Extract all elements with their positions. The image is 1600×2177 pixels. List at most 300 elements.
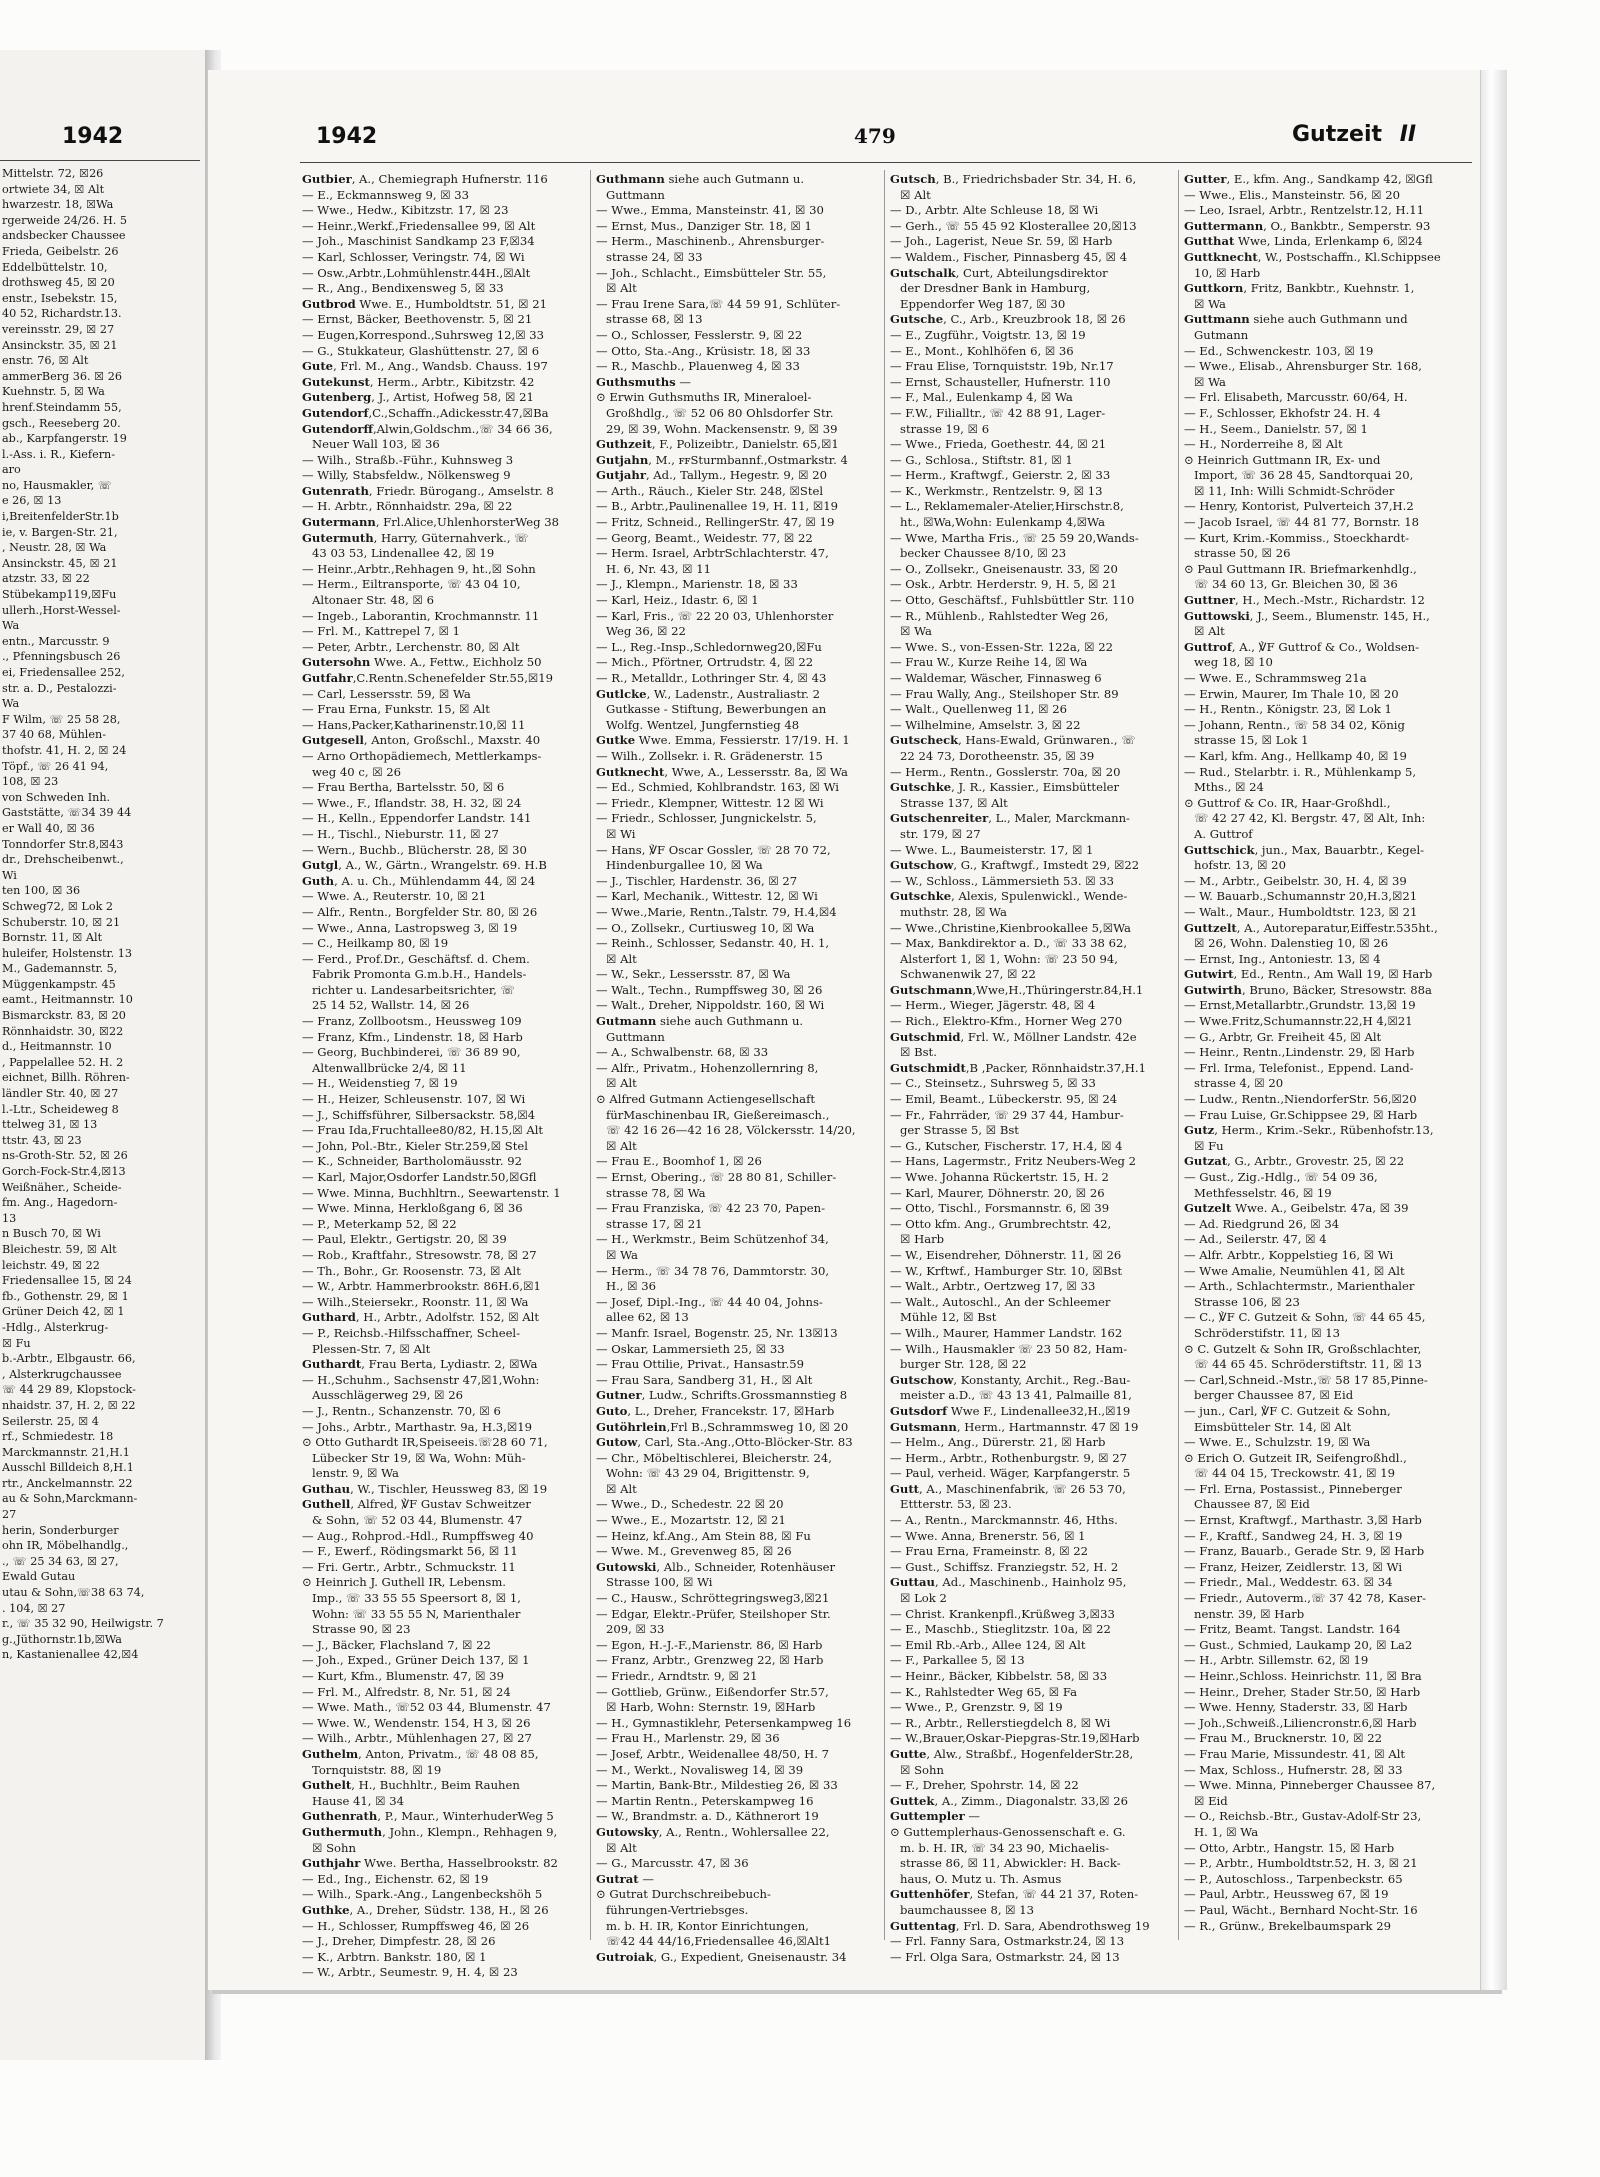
directory-entry-line: Alsterfort 1, ☒ 1, Wohn: ☏ 23 50 94, — [900, 951, 1118, 966]
left-fragment-line: ländler Str. 40, ☒ 27 — [2, 1087, 119, 1101]
directory-entry-line: — Wwe. W., Wendenstr. 154, H 3, ☒ 26 — [302, 1715, 531, 1730]
directory-entry-line: — Otto, Arbtr., Hangstr. 15, ☒ Harb — [1184, 1840, 1395, 1855]
directory-entry-line: str. 179, ☒ 27 — [900, 826, 981, 841]
directory-entry-head: Gutwirt, Ed., Rentn., Am Wall 19, ☒ Harb — [1184, 967, 1433, 982]
directory-entry-line: — Franz, Zollbootsm., Heussweg 109 — [302, 1014, 522, 1029]
directory-entry-line: — R., Maschb., Plauenweg 4, ☒ 33 — [596, 359, 800, 374]
directory-entry-line: — Willy, Stabsfeldw., Nölkensweg 9 — [302, 468, 511, 483]
directory-entry-line: — Wwe. Johanna Rückertstr. 15, H. 2 — [890, 1170, 1109, 1184]
left-fragment-line: dr., Drehscheibenwt., — [2, 853, 124, 867]
directory-entry-line: — P., Reichsb.-Hilfsschaffner, Scheel- — [302, 1325, 521, 1340]
directory-entry-line: allee 62, ☒ 13 — [606, 1310, 689, 1325]
directory-entry-line: — K., Werkmstr., Rentzelstr. 9, ☒ 13 — [890, 483, 1103, 498]
left-fragment-line: l.-Ltr., Scheideweg 8 — [2, 1102, 119, 1116]
directory-entry-head: Guttau, Ad., Maschinenb., Hainholz 95, — [890, 1575, 1127, 1590]
directory-entry-line: — Ferd., Prof.Dr., Geschäftsf. d. Chem. — [302, 951, 530, 966]
directory-entry-line: — Herm., Maschinenb., Ahrensburger- — [596, 234, 825, 249]
directory-entry-head: Guth, A. u. Ch., Mühlendamm 44, ☒ 24 — [302, 873, 536, 888]
directory-entry-line: — Wwe.,Marie, Rentn.,Talstr. 79, H.4,☒4 — [596, 904, 837, 919]
left-fragment-line: thofstr. 41, H. 2, ☒ 24 — [2, 743, 127, 757]
directory-entry-line: 22 24 73, Dorotheenstr. 35, ☒ 39 — [900, 748, 1095, 763]
directory-entry-line: — E., Zugführ., Voigtstr. 13, ☒ 19 — [890, 327, 1086, 342]
directory-entry-head: Guthmann siehe auch Gutmann u. — [596, 172, 805, 186]
directory-entry-line: — Karl, Heiz., Idastr. 6, ☒ 1 — [596, 593, 759, 608]
directory-entry-line: — Wwe. Minna, Buchhltrn., Seewartenstr. 1 — [302, 1185, 561, 1200]
directory-entry-line: — H., Gymnastiklehr, Petersenkampweg 16 — [596, 1715, 852, 1730]
directory-entry-head: Gutzelt Wwe. A., Geibelstr. 47a, ☒ 39 — [1184, 1201, 1409, 1216]
directory-entry-line: ☏ 44 04 15, Treckowstr. 41, ☒ 19 — [1194, 1466, 1395, 1481]
directory-entry-line: — C., ℣F C. Gutzeit & Sohn, ☏ 44 65 45, — [1184, 1310, 1426, 1325]
directory-entry-line: ☏ 42 27 42, Kl. Bergstr. 47, ☒ Alt, Inh: — [1194, 811, 1426, 826]
directory-entry-line: ⊙ C. Gutzelt & Sohn IR, Großschlachter, — [1184, 1341, 1422, 1356]
directory-entry-line: — Joh., Schlacht., Eimsbütteler Str. 55, — [596, 265, 827, 280]
directory-entry-line: — Rich., Elektro-Kfm., Horner Weg 270 — [890, 1014, 1123, 1029]
directory-entry-line: — Jacob Israel, ☏ 44 81 77, Bornstr. 18 — [1184, 515, 1420, 530]
directory-entry-line: ☒ Alt — [606, 1138, 637, 1153]
directory-entry-line: — Josef, Dipl.-Ing., ☏ 44 40 04, Johns- — [596, 1294, 823, 1309]
directory-entry-line: — Christ. Krankenpfl.,Krüßweg 3,☒33 — [890, 1606, 1115, 1621]
directory-entry-line: — Gust., Schiffsz. Franziegstr. 52, H. 2 — [890, 1559, 1119, 1574]
directory-entry-line: — Heinr.,Werkf.,Friedensallee 99, ☒ Alt — [302, 218, 536, 233]
directory-entry-line: — Joh.,Schweiß.,Liliencronstr.6,☒ Harb — [1184, 1715, 1417, 1730]
directory-entry-line: ⊙ Alfred Gutmann Actiengesellschaft — [596, 1092, 816, 1107]
directory-entry-line: — Karl, Mechanik., Wittestr. 12, ☒ Wi — [596, 889, 818, 904]
directory-entry-line: ☏ 42 16 26—42 16 28, Völckersstr. 14/20, — [606, 1123, 856, 1138]
directory-entry-head: Guthenrath, P., Maur., WinterhuderWeg 5 — [302, 1809, 554, 1824]
directory-entry-line: — Walt., Techn., Rumpffsweg 30, ☒ 26 — [596, 982, 823, 997]
directory-entry-line: — Frau M., Brucknerstr. 10, ☒ 22 — [1184, 1731, 1382, 1746]
directory-entry-head: Guttermann, O., Bankbtr., Semperstr. 93 — [1184, 218, 1431, 233]
left-fragment-line: , Alsterkrugchaussee — [2, 1367, 122, 1381]
left-fragment-line: ohn IR, Möbelhandlg., — [2, 1539, 129, 1553]
directory-entry-line: & Sohn, ☏ 52 03 44, Blumenstr. 47 — [312, 1513, 523, 1528]
left-fragment-line: ns-Groth-Str. 52, ☒ 26 — [2, 1149, 128, 1163]
directory-entry-head: Gutner, Ludw., Schrifts.Grossmannstieg 8 — [596, 1388, 848, 1403]
directory-entry-line: — W.,Brauer,Oskar-Piepgras-Str.19,☒Harb — [890, 1731, 1140, 1746]
directory-entry-line: ☒ Alt — [900, 187, 931, 202]
directory-entry-line: — G., Kutscher, Fischerstr. 17, H.4, ☒ 4 — [890, 1138, 1123, 1153]
directory-entry-line: — H., Heizer, Schleusenstr. 107, ☒ Wi — [302, 1092, 526, 1107]
directory-entry-line: Ettterstr. 53, ☒ 23. — [900, 1497, 1012, 1512]
directory-entry-line: ⊙ Otto Guthardt IR,Speiseeis.☏28 60 71, — [302, 1435, 548, 1450]
directory-entry-head: Gutenrath, Friedr. Bürogang., Amselstr. 8 — [302, 483, 554, 498]
left-fragment-line: Wa — [2, 697, 20, 711]
directory-entry-line: — Wwe. E., Schulzstr. 19, ☒ Wa — [1184, 1435, 1371, 1450]
directory-entry-head: Gutschmid, Frl. W., Möllner Landstr. 42e — [890, 1029, 1137, 1044]
directory-entry-line: baumchaussee 8, ☒ 13 — [900, 1902, 1035, 1917]
directory-entry-head: Guttek, A., Zimm., Diagonalstr. 33,☒ 26 — [890, 1793, 1128, 1808]
left-fragment-line: g.,Jüthornstr.1b,☒Wa — [2, 1632, 122, 1646]
directory-entry-line: — Wwe., Anna, Lastropsweg 3, ☒ 19 — [302, 920, 518, 935]
directory-entry-line: ☒ Alt — [606, 281, 637, 296]
left-fragment-line: ., Pfenningsbusch 26 — [2, 650, 121, 664]
directory-entry-line: — Wwe., Elisab., Ahrensburger Str. 168, — [1184, 359, 1422, 374]
directory-entry-line: — Wwe, Martha Fris., ☏ 25 59 20,Wands- — [890, 530, 1139, 545]
directory-entry-line: — Paul, Arbtr., Heussweg 67, ☒ 19 — [1184, 1887, 1389, 1902]
directory-entry-line: — Frau H., Marlenstr. 29, ☒ 36 — [596, 1731, 780, 1746]
directory-entry-line: ☒ Wa — [606, 1247, 638, 1262]
left-fragment-line: Ausschl Billdeich 8,H.1 — [2, 1461, 134, 1475]
left-fragment-line: nhaidstr. 37, H. 2, ☒ 22 — [2, 1398, 136, 1412]
directory-entry-line: — Frau Irene Sara,☏ 44 59 91, Schlüter- — [596, 296, 841, 311]
directory-entry-line: burger Str. 128, ☒ 22 — [900, 1357, 1027, 1372]
directory-entry-line: — Reinh., Schlosser, Sedanstr. 40, H. 1, — [596, 936, 830, 951]
directory-entry-line: berger Chaussee 87, ☒ Eid — [1194, 1388, 1354, 1403]
directory-entry-line: ☒ Harb, Wohn: Sternstr. 19, ☒Harb — [606, 1700, 816, 1715]
directory-entry-head: Gutke Wwe. Emma, Fessierstr. 17/19. H. 1 — [596, 733, 850, 748]
directory-entry-line: m. b. H. IR, Kontor Einrichtungen, — [606, 1918, 809, 1933]
directory-entry-head: Gutter, E., kfm. Ang., Sandkamp 42, ☒Gfl — [1184, 172, 1433, 186]
directory-entry-line: — John, Pol.-Btr., Kieler Str.259,☒ Stel — [302, 1138, 528, 1153]
directory-entry-line: — Heinr.,Arbtr.,Rehhagen 9, ht.,☒ Sohn — [302, 561, 536, 576]
directory-entry-line: Hindenburgallee 10, ☒ Wa — [606, 858, 763, 873]
directory-entry-line: Strasse 100, ☒ Wi — [606, 1575, 713, 1590]
directory-entry-line: strasse 4, ☒ 20 — [1194, 1076, 1284, 1091]
left-fragment-line: leichstr. 49, ☒ 22 — [2, 1258, 100, 1272]
header-rule — [300, 162, 1472, 163]
directory-entry-head: Guttkorn, Fritz, Bankbtr., Kuehnstr. 1, — [1184, 281, 1415, 296]
directory-entry-line: — H., Norderreihe 8, ☒ Alt — [1184, 437, 1343, 452]
directory-entry-line: strasse 24, ☒ 33 — [606, 249, 703, 264]
directory-entry-head: Guttentag, Frl. D. Sara, Abendrothsweg 19 — [890, 1918, 1150, 1933]
left-fragment-line: ., ☏ 25 34 63, ☒ 27, — [2, 1554, 119, 1568]
left-page-year: 1942 — [62, 124, 124, 149]
directory-entry-line: — Paul, Wächt., Bernhard Nocht-Str. 16 — [1184, 1902, 1418, 1917]
directory-entry-line: strasse 50, ☒ 26 — [1194, 546, 1291, 561]
directory-entry-head: Gutschke, Alexis, Spulenwickl., Wende- — [890, 889, 1128, 904]
directory-entry-line: — W., Brandmstr. a. D., Käthnerort 19 — [596, 1809, 819, 1824]
directory-entry-head: Guttner, H., Mech.-Mstr., Richardstr. 12 — [1184, 593, 1425, 608]
directory-entry-line: — J., Schiffsführer, Silbersackstr. 58,☒4 — [302, 1107, 536, 1122]
left-fragment-line: atzstr. 33, ☒ 22 — [2, 572, 90, 586]
directory-entry-line: — R., Arbtr., Rellerstiegdelch 8, ☒ Wi — [890, 1715, 1111, 1730]
directory-entry-line: — Josef, Arbtr., Weidenallee 48/50, H. 7 — [596, 1746, 829, 1761]
directory-entry-line: ☒ Eid — [1194, 1793, 1228, 1808]
directory-entry-line: m. b. H. IR, ☏ 34 23 90, Michaelis- — [900, 1840, 1110, 1855]
directory-entry-head: Gutjahr, Ad., Tallym., Hegestr. 9, ☒ 20 — [596, 468, 827, 483]
directory-entry-head: Gutrat — — [596, 1871, 654, 1886]
directory-entry-line: — F., Mal., Eulenkamp 4, ☒ Wa — [890, 390, 1073, 405]
left-fragment-line: drothsweg 45, ☒ 20 — [2, 276, 115, 290]
left-fragment-line: Gaststätte, ☏34 39 44 — [2, 806, 132, 820]
directory-entry-line: — Ad. Riedgrund 26, ☒ 34 — [1184, 1216, 1340, 1231]
directory-entry-line: — H., Schlosser, Rumpffsweg 46, ☒ 26 — [302, 1918, 530, 1933]
directory-entry-line: — Wwe., Emma, Mansteinstr. 41, ☒ 30 — [596, 203, 824, 218]
directory-entry-line: Schröderstifstr. 11, ☒ 13 — [1194, 1325, 1341, 1340]
left-fragment-line: 40 52, Richardstr.13. — [2, 307, 122, 321]
directory-entry-line: ☏ 44 65 45. Schröderstiftstr. 11, ☒ 13 — [1194, 1357, 1422, 1372]
directory-entry-line: Großhdlg., ☏ 52 06 80 Ohlsdorfer Str. — [606, 405, 834, 420]
directory-entry-line: — Wilh., Spark.-Ang., Langenbeckshöh 5 — [302, 1887, 543, 1902]
directory-entry-head: Gutte, Alw., Straßbf., HogenfelderStr.28, — [890, 1746, 1134, 1761]
directory-entry-line: — Frl. Elisabeth, Marcusstr. 60/64, H. — [1184, 390, 1408, 405]
directory-entry-head: Gutschmann,Wwe,H.,Thüringerstr.84,H.1 — [890, 982, 1144, 997]
left-fragment-line: Seilerstr. 25, ☒ 4 — [2, 1414, 99, 1428]
left-fragment-line: rf., Schmiedestr. 18 — [2, 1430, 114, 1444]
directory-entry-line: — Otto kfm. Ang., Grumbrechtstr. 42, — [890, 1216, 1112, 1231]
left-fragment-line: eichnet, Billh. Röhren- — [2, 1071, 130, 1085]
directory-entry-line: — Hans, Lagermstr., Fritz Neubers-Weg 2 — [890, 1154, 1137, 1169]
directory-entry-head: Guthelt, H., Buchhltr., Beim Rauhen — [302, 1778, 520, 1793]
left-fragment-line: F Wilm, ☏ 25 58 28, — [2, 712, 121, 726]
directory-entry-line: — J., Rentn., Schanzenstr. 70, ☒ 6 — [302, 1403, 501, 1418]
left-fragment-line: b.-Arbtr., Elbgaustr. 66, — [2, 1352, 136, 1366]
directory-entry-line: ⊙ Erwin Guthsmuths IR, Mineraloel- — [596, 390, 812, 405]
directory-entry-line: — Martin Rentn., Peterskampweg 16 — [596, 1793, 814, 1808]
directory-entry-head: Guttenhöfer, Stefan, ☏ 44 21 37, Roten- — [890, 1887, 1139, 1902]
directory-entry-line: — Ernst,Metallarbtr.,Grundstr. 13,☒ 19 — [1184, 998, 1416, 1013]
directory-entry-line: — Arno Orthopädiemech, Mettlerkamps- — [302, 748, 542, 763]
directory-entry-line: weg 18, ☒ 10 — [1194, 655, 1273, 670]
directory-entry-line: — Wilh., Straßb.-Führ., Kuhnsweg 3 — [302, 452, 514, 467]
directory-entry-line: — Johs., Arbtr., Marthastr. 9a, H.3,☒19 — [302, 1419, 532, 1434]
directory-entry-line: — Martin, Bank-Btr., Mildestieg 26, ☒ 33 — [596, 1778, 838, 1793]
directory-entry-line: — Herm., ☏ 34 78 76, Dammtorstr. 30, — [596, 1263, 830, 1278]
directory-entry-line: ⊙ Guttrof & Co. IR, Haar-Großhdl., — [1184, 795, 1391, 810]
directory-entry-head: Guthardt, Frau Berta, Lydiastr. 2, ☒Wa — [302, 1357, 538, 1372]
directory-entry-line: — K., Arbtrn. Bankstr. 180, ☒ 1 — [302, 1949, 487, 1964]
left-fragment-line: er Wall 40, ☒ 36 — [2, 821, 95, 835]
directory-entry-line: H. 6, Nr. 43, ☒ 11 — [606, 561, 711, 576]
directory-entry-line: — H. Arbtr., Rönnhaidstr. 29a, ☒ 22 — [302, 499, 513, 514]
directory-entry-line: Wohn: ☏ 33 55 55 N, Marienthaler — [312, 1606, 521, 1621]
directory-entry-line: Methfesselstr. 46, ☒ 19 — [1194, 1185, 1332, 1200]
left-fragment-line: hwarzestr. 18, ☒Wa — [2, 198, 114, 212]
directory-entry-line: — J., Tischler, Hardenstr. 36, ☒ 27 — [596, 873, 798, 888]
directory-entry-line: — W., Arbtr., Seumestr. 9, H. 4, ☒ 23 — [302, 1965, 518, 1980]
left-fragment-line: ☒ Fu — [2, 1336, 31, 1350]
directory-entry-line: — Max, Bankdirektor a. D., ☏ 33 38 62, — [890, 936, 1128, 951]
directory-entry-line: ⊙ Paul Guttmann IR. Briefmarkenhdlg., — [1184, 561, 1417, 576]
directory-entry-line: — Carl, Lessersstr. 59, ☒ Wa — [302, 686, 471, 701]
directory-entry-line: — Osk., Arbtr. Herderstr. 9, H. 5, ☒ 21 — [890, 577, 1117, 592]
directory-entry-line: — G., Arbtr, Gr. Freiheit 45, ☒ Alt — [1184, 1029, 1382, 1044]
directory-entry-line: ☒ Alt — [606, 951, 637, 966]
directory-entry-line: — H.,Schuhm., Sachsenstr 47,☒1,Wohn: — [302, 1372, 540, 1387]
directory-entry-line: — Frl. Olga Sara, Ostmarkstr. 24, ☒ 13 — [890, 1949, 1120, 1964]
directory-entry-line: — M., Werkt., Novalisweg 14, ☒ 39 — [596, 1762, 804, 1777]
directory-entry-line: — F., Schlosser, Ekhofstr 24. H. 4 — [1184, 405, 1381, 420]
directory-entry-head: Guthke, A., Dreher, Südstr. 138, H., ☒ 26 — [302, 1902, 549, 1917]
directory-entry-line: Hause 41, ☒ 34 — [312, 1793, 404, 1808]
directory-entry-line: — Walt., Quellenweg 11, ☒ 26 — [890, 702, 1067, 717]
left-fragment-line: Marckmannstr. 21,H.1 — [2, 1445, 130, 1459]
left-fragment-line: Kuehnstr. 5, ☒ Wa — [2, 385, 105, 399]
left-fragment-line: Friedensallee 15, ☒ 24 — [2, 1274, 132, 1288]
directory-entry-line: — H., Rentn., Königstr. 23, ☒ Lok 1 — [1184, 702, 1392, 717]
directory-entry-line: — Leo, Israel, Arbtr., Rentzelstr.12, H.11 — [1184, 203, 1425, 218]
directory-entry-line: — Heinz, kf.Ang., Am Stein 88, ☒ Fu — [596, 1528, 811, 1543]
directory-entry-line: — L., Reklamemaler-Atelier,Hirschstr.8, — [890, 499, 1124, 514]
directory-entry-line: Tornquiststr. 88, ☒ 19 — [312, 1762, 442, 1777]
left-fragment-line: ☏ 44 29 89, Klopstock- — [2, 1383, 136, 1397]
directory-entry-line: — Walt., Maur., Humboldtstr. 123, ☒ 21 — [1184, 904, 1418, 919]
directory-entry-line: — Ernst, Schausteller, Hufnerstr. 110 — [890, 374, 1111, 389]
left-fragment-line: herin, Sonderburger — [2, 1523, 119, 1537]
left-fragment-line: ie, v. Bargen-Str. 21, — [2, 525, 118, 539]
directory-entry-head: Guttknecht, W., Postschaffn., Kl.Schippsee — [1184, 249, 1441, 264]
directory-entry-line: — Gerh., ☏ 55 45 92 Klosterallee 20,☒13 — [890, 218, 1137, 233]
directory-entry-line: — Ernst, Obering., ☏ 28 80 81, Schiller- — [596, 1170, 837, 1184]
directory-entry-line: Gutmann — [1194, 327, 1249, 342]
left-fragment-line: Eddelbüttelstr. 10, — [2, 260, 108, 274]
left-fragment-line: Rönnhaidstr. 30, ☒22 — [2, 1024, 124, 1038]
directory-entry-line: — F., Dreher, Spohrstr. 14, ☒ 22 — [890, 1778, 1079, 1793]
directory-entry-line: haus, O. Mutz u. Th. Asmus — [900, 1871, 1062, 1886]
directory-entry-line: strasse 17, ☒ 21 — [606, 1216, 703, 1231]
directory-entry-line: — Rob., Kraftfahr., Stresowstr. 78, ☒ 27 — [302, 1247, 537, 1262]
left-fragment-line: entn., Marcusstr. 9 — [2, 634, 110, 648]
directory-entry-line: — Herm., Eiltransporte, ☏ 43 04 10, — [302, 577, 521, 592]
directory-entry-head: Gutsmann, Herm., Hartmannstr. 47 ☒ 19 — [890, 1419, 1139, 1434]
directory-entry-line: — Ludw., Rentn.,NiendorferStr. 56,☒20 — [1184, 1092, 1417, 1107]
directory-entry-line: — Alfr., Rentn., Borgfelder Str. 80, ☒ 26 — [302, 904, 538, 919]
left-fragment-line: Grüner Deich 42, ☒ 1 — [2, 1305, 125, 1319]
directory-entry-line: — Eugen,Korrespond.,Suhrsweg 12,☒ 33 — [302, 327, 545, 342]
directory-entry-line: — J., Bäcker, Flachsland 7, ☒ 22 — [302, 1637, 491, 1652]
directory-entry-line: — P., Meterkamp 52, ☒ 22 — [302, 1216, 457, 1231]
directory-entry-line: — R., Mühlenb., Rahlstedter Weg 26, — [890, 608, 1109, 623]
directory-entry-line: — Peter, Arbtr., Lerchenstr. 80, ☒ Alt — [302, 639, 520, 654]
directory-entry-line: — Wern., Buchb., Blücherstr. 28, ☒ 30 — [302, 842, 527, 857]
directory-entry-line: ☒ Harb — [900, 1232, 945, 1247]
directory-entry-line: Guttmann — [606, 1029, 665, 1044]
left-fragment-line: gsch., Reeseberg 20. — [2, 416, 121, 430]
left-fragment-line: rgerweide 24/26. H. 5 — [2, 213, 127, 227]
directory-entry-line: — Fritz, Schneid., RellingerStr. 47, ☒ 19 — [596, 515, 835, 530]
directory-entry-line: ☒ Bst. — [900, 1045, 937, 1060]
directory-entry-line: ☏42 44 44/16,Friedensallee 46,☒Alt1 — [606, 1934, 832, 1949]
directory-entry-line: — R., Metalldr., Lothringer Str. 4, ☒ 43 — [596, 671, 827, 685]
directory-entry-line: strasse 68, ☒ 13 — [606, 312, 703, 327]
directory-entry-line: ☒ Wa — [1194, 374, 1226, 389]
directory-entry-line: — Karl, Major,Osdorfer Landstr.50,☒Gfl — [302, 1170, 537, 1184]
left-fragment-line: r., ☏ 35 32 90, Heilwigstr. 7 — [2, 1617, 164, 1631]
directory-entry-line: — Wilh., Zollsekr. i. R. Grädenerstr. 15 — [596, 748, 823, 763]
directory-entry-line: ht., ☒Wa,Wohn: Eulenkamp 4,☒Wa — [900, 515, 1105, 530]
directory-entry-line: — Wilh., Maurer, Hammer Landstr. 162 — [890, 1325, 1123, 1340]
directory-entry-line: — Wwe. S., von-Essen-Str. 122a, ☒ 22 — [890, 639, 1113, 654]
directory-entry-line: — Herm. Israel, ArbtrSchlachterstr. 47, — [596, 546, 829, 561]
directory-entry-head: Gutowsky, A., Rentn., Wohlersallee 22, — [596, 1824, 830, 1839]
directory-entry-line: — Herm., Rentn., Gosslerstr. 70a, ☒ 20 — [890, 764, 1121, 779]
directory-entry-head: Gutsdorf Wwe F., Lindenallee32,H.,☒19 — [890, 1403, 1131, 1418]
directory-entry-line: — Frau Erna, Frameinstr. 8, ☒ 22 — [890, 1544, 1089, 1559]
directory-entry-line: — W., Eisendreher, Döhnerstr. 11, ☒ 26 — [890, 1247, 1122, 1262]
directory-entry-line: der Dresdner Bank in Hamburg, — [900, 281, 1091, 296]
directory-entry-line: — Frau Bertha, Bartelsstr. 50, ☒ 6 — [302, 780, 505, 795]
directory-entry-head: Gutschmidt,B ,Packer, Rönnhaidstr.37,H.1 — [890, 1060, 1146, 1075]
left-fragment-line: no, Hausmakler, ☏ — [2, 478, 112, 492]
left-fragment-line: von Schweden Inh. — [2, 790, 111, 804]
directory-entry-head: Guthau, W., Tischler, Heussweg 83, ☒ 19 — [302, 1481, 548, 1496]
running-head-name: Gutzeit — [1292, 122, 1383, 147]
directory-entry-line: — Ed., Schwenckestr. 103, ☒ 19 — [1184, 343, 1374, 358]
directory-entry-line: — Friedr., Autoverm.,☏ 37 42 78, Kaser- — [1184, 1591, 1427, 1606]
directory-entry-line: — H., Werkmstr., Beim Schützenhof 34, — [596, 1232, 829, 1247]
directory-entry-line: — J., Klempn., Marienstr. 18, ☒ 33 — [596, 577, 798, 592]
directory-entry-line: ⊙ Heinrich Guttmann IR, Ex- und — [1184, 452, 1381, 467]
directory-entry-head: Gutschow, G., Kraftwgf., Imstedt 29, ☒22 — [890, 858, 1140, 873]
left-fragment-line: , Pappelallee 52. H. 2 — [2, 1055, 124, 1069]
directory-entry-line: — Frau Erna, Funkstr. 15, ☒ Alt — [302, 702, 490, 717]
directory-entry-line: Eimsbütteler Str. 14, ☒ Alt — [1194, 1419, 1352, 1434]
directory-entry-head: Guthjahr Wwe. Bertha, Hasselbrookstr. 82 — [302, 1856, 558, 1871]
running-head-volume: II — [1399, 122, 1417, 147]
directory-entry-line: — Franz, Bauarb., Gerade Str. 9, ☒ Harb — [1184, 1544, 1425, 1559]
directory-entry-line: fürMaschinenbau IR, Gießereimasch., — [606, 1107, 830, 1122]
directory-entry-line: becker Chaussee 8/10, ☒ 23 — [900, 546, 1067, 561]
directory-entry-line: — C., Heilkamp 80, ☒ 19 — [302, 936, 449, 951]
directory-entry-head: Gutzat, G., Arbtr., Grovestr. 25, ☒ 22 — [1184, 1154, 1405, 1169]
directory-entry-line: — Wwe. Henny, Staderstr. 33, ☒ Harb — [1184, 1700, 1408, 1715]
left-page-fragment — [0, 50, 209, 2060]
directory-column-3 — [890, 172, 1172, 1965]
directory-entry-line: H. 1, ☒ Wa — [1194, 1824, 1259, 1839]
directory-entry-line: — A., Schwalbenstr. 68, ☒ 33 — [596, 1045, 769, 1060]
directory-entry-line: — Th., Bohr., Gr. Roosenstr. 73, ☒ Alt — [302, 1263, 521, 1278]
directory-entry-head: Guthzeit, F., Polizeibtr., Danielstr. 65,☒1 — [596, 437, 839, 452]
directory-entry-line: Chaussee 87, ☒ Eid — [1194, 1497, 1310, 1512]
directory-entry-line: — C., Steinsetz., Suhrsweg 5, ☒ 33 — [890, 1076, 1096, 1091]
directory-entry-line: ☒ 26, Wohn. Dalenstieg 10, ☒ 26 — [1194, 936, 1389, 951]
directory-entry-line: — Wwe., Elis., Mansteinstr. 56, ☒ 20 — [1184, 187, 1401, 202]
directory-entry-head: Guthard, H., Arbtr., Adolfstr. 152, ☒ Alt — [302, 1310, 540, 1325]
directory-entry-line: — Emil, Beamt., Lübeckerstr. 95, ☒ 24 — [890, 1092, 1118, 1107]
directory-entry-line: ☒ Alt — [606, 1076, 637, 1091]
directory-entry-line: — H., Kelln., Eppendorfer Landstr. 141 — [302, 811, 532, 826]
directory-entry-line: — Wwe. Math., ☏52 03 44, Blumenstr. 47 — [302, 1700, 551, 1715]
directory-entry-line: — F., Parkallee 5, ☒ 13 — [890, 1653, 1025, 1668]
directory-entry-line: strasse 19, ☒ 6 — [900, 421, 990, 436]
directory-entry-line: muthstr. 28, ☒ Wa — [900, 904, 1007, 919]
left-fragment-line: Stübekamp119,☒Fu — [2, 588, 117, 602]
directory-entry-line: — C., Hausw., Schröttegringsweg3,☒21 — [596, 1591, 830, 1606]
directory-entry-head: Gutschke, J. R., Kassier., Eimsbütteler — [890, 780, 1120, 795]
directory-entry-head: Gutekunst, Herm., Arbtr., Kibitzstr. 42 — [302, 374, 535, 389]
left-fragment-line: -Hdlg., Alsterkrug- — [2, 1320, 109, 1334]
directory-entry-line: ☒ Alt — [606, 1481, 637, 1496]
left-fragment-column — [2, 166, 202, 1663]
left-fragment-line: ullerh.,Horst-Wessel- — [2, 603, 121, 617]
directory-entry-head: Gutthat Wwe, Linda, Erlenkamp 6, ☒24 — [1184, 234, 1423, 249]
directory-entry-line: — Wwe., Hedw., Kibitzstr. 17, ☒ 23 — [302, 203, 509, 218]
page-number: 479 — [854, 124, 896, 148]
directory-entry-head: Gutwirth, Bruno, Bäcker, Stresowstr. 88a — [1184, 982, 1432, 997]
left-fragment-line: Müggenkampstr. 45 — [2, 977, 116, 991]
directory-entry-line: Import, ☏ 36 28 45, Sandtorquai 20, — [1194, 468, 1414, 483]
directory-entry-line: — Otto, Sta.-Ang., Krüsistr. 18, ☒ 33 — [596, 343, 811, 358]
directory-entry-head: Gutermann, Frl.Alice,UhlenhorsterWeg 38 — [302, 515, 559, 530]
directory-entry-head: Gutjahn, M., ꜰꜰSturmbannf.,Ostmarkstr. 4 — [596, 452, 848, 467]
directory-entry-line: — O., Zollsekr., Gneisenaustr. 33, ☒ 20 — [890, 561, 1118, 576]
directory-entry-line: — Otto, Geschäftsf., Fuhlsbüttler Str. 110 — [890, 593, 1135, 608]
directory-entry-line: — Frau Luise, Gr.Schippsee 29, ☒ Harb — [1184, 1107, 1418, 1122]
directory-entry-line: — Franz, Kfm., Lindenstr. 18, ☒ Harb — [302, 1029, 523, 1044]
column-divider-2 — [884, 170, 885, 1940]
left-fragment-line: Weißnäher., Scheide- — [2, 1180, 122, 1194]
directory-entry-line: — Ad., Seilerstr. 47, ☒ 4 — [1184, 1232, 1327, 1247]
directory-entry-line: — Heinr.,Schloss. Heinrichstr. 11, ☒ Bra — [1184, 1669, 1422, 1683]
directory-entry-line: — Manfr. Israel, Bogenstr. 25, Nr. 13☒13 — [596, 1325, 838, 1340]
left-fragment-line: Bismarckstr. 83, ☒ 20 — [2, 1009, 126, 1023]
directory-entry-line: — E., Maschb., Stieglitzstr. 10a, ☒ 22 — [890, 1622, 1111, 1637]
directory-entry-line: — Ed., Schmied, Kohlbrandstr. 163, ☒ Wi — [596, 780, 839, 795]
directory-entry-line: Schwanenwik 27, ☒ 22 — [900, 967, 1036, 982]
directory-entry-line: — Otto, Tischl., Forsmannstr. 6, ☒ 39 — [890, 1201, 1110, 1216]
directory-entry-line: — Frl. M., Alfredstr. 8, Nr. 51, ☒ 24 — [302, 1684, 511, 1699]
page-year: 1942 — [316, 124, 378, 149]
